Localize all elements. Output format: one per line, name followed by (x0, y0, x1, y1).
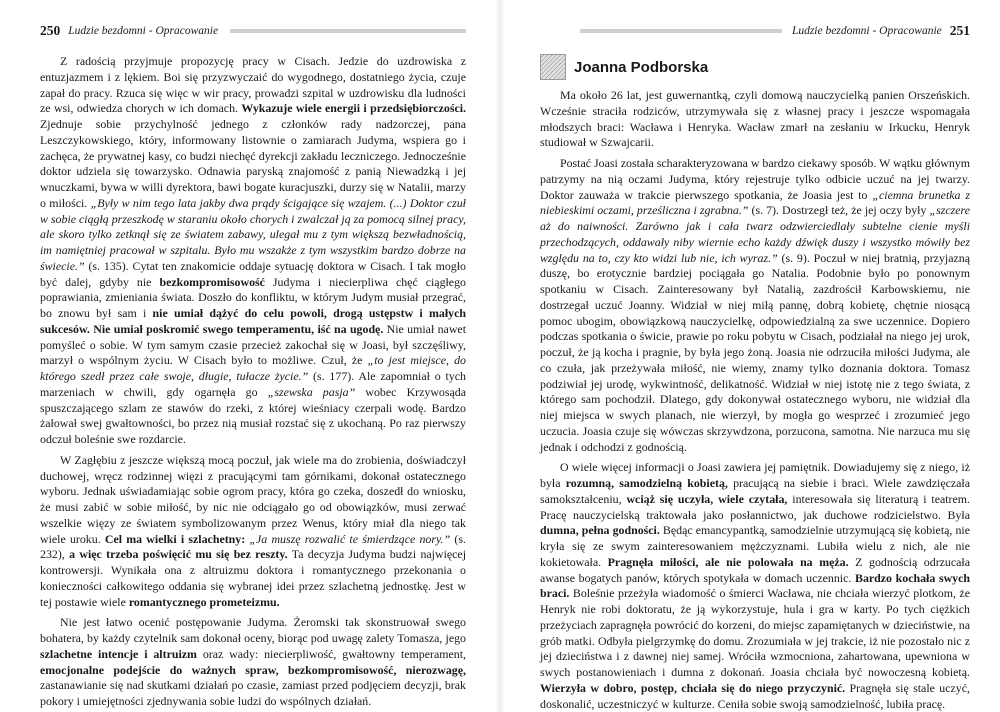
text-run: W Zagłębiu z jeszcze większą mocą poczuł, jak wiele ma do zrobienia, doświadczył duchowej, wręcz rodzinnej więzi z pracującymi tam górnikami, dokonał ostatecznego wyboru. Jednak uświadamiając sobie ogrom pracy, która go czeka, doszedł do wniosku, że musi zabić w sobie miłość, by nic nie odciągało go od obowiązków, musi zerwać wszelkie więzy ze światem symbolizowanym przez Wenus, który miał dla niego tak wiele uroku. (40, 452, 466, 546)
left-page-body (40, 54, 466, 710)
section-title: Joanna Podborska (574, 58, 709, 76)
bold-text: Wierzyła w dobro, postęp, chciała się do niego przyczynić. (540, 680, 846, 695)
right-page (500, 0, 1000, 712)
bold-text: rozumną, samodzielną kobietą, (565, 476, 728, 490)
text-run: pracującą na siebie i braci. Wiele zawdzięczała samokształceniu, (540, 476, 971, 506)
paragraph (540, 156, 970, 455)
text-run: Nie umiał nawet pomyśleć o sobie. W tym samym czasie przecież zakochał się w Joasi, był szczęśliwy, marzył o wspólnym życiu. W Cisach było to możliwe. Czuł, że (40, 321, 466, 368)
paragraph (40, 54, 466, 448)
bold-text: Cel ma wielki i szlachetny: (104, 531, 246, 546)
text-run: Będąc emancypantką, samodzielnie utrzymującą się kobietą, nie kryła się ze swym zainteresowaniem mężczyznami. Lubiła wielu z nich, ale nie kokietowała. (540, 523, 970, 569)
text-run: (s. 232), (40, 531, 466, 562)
paragraph (540, 88, 970, 151)
text-run: interesowała się literaturą i teatrem. Pracę nauczycielską traktowała jako posłannictwo, jak duchowe rodzicielstwo. Była (540, 491, 971, 522)
bold-text: Bardzo kochała swych braci. (540, 570, 970, 601)
text-run: O wiele więcej informacji o Joasi zawiera jej pamiętnik. Dowiadujemy się z niego, iż była (540, 460, 970, 490)
text-run: Ta decyzja Judyma budzi najwięcej kontrowersji. Wynikała ona z altruizmu doktora i romantycznego przekonania o konieczności całkowitego oddania się wybranej idei przez szlachetną jednostkę. Jest w tej postawie wiele (40, 547, 467, 609)
bold-text: nie umiał dążyć do celu powoli, drogą ustępstw i małych sukcesów. Nie umiał poskromić swego temperamentu, iść na ugodę. (40, 306, 466, 336)
italic-quote: „szczere aż do naiwności. Zarówno jak i cała twarz odzwierciedlały subtelne cienie myśli przechodzących, oddawały niby wiernie echo każdy dźwięk duszy i wszystko mówiły bez względu na to, czy kto widzi lub nie, ich wyraz.” (540, 203, 970, 265)
italic-quote: „Były w nim tego lata jakby dwa prądy ścigające się wzajem. (...) Doktor czuł w sobie ciągłą przeszkodę w staraniu około chorych i zwalczał ją za pomocą silnej pracy, ale skoro tylko zetknął się ze światem zabawy, ulegał mu z tym większą bezwładnością, im namiętniej pracował w szpitalu. Było mu wszakże z tym wszystkim bardzo dobrze na świecie.” (40, 195, 466, 273)
italic-quote: „szewska pasja” (267, 384, 356, 399)
text-run: Ma około 26 lat, jest guwernantką, czyli domową nauczycielką panien Orszeńskich. Wcześnie straciła rodziców, utrzymywała się z własnej pracy i jeszcze wspomagała młodszych braci: Wacława i Henryka. Wacław zmarł na zesłaniu w Irkucku, Henryk studiował w Szwajcarii. (540, 88, 970, 150)
hatched-square-icon (540, 54, 566, 80)
right-page-body (540, 88, 970, 712)
bold-text: wciąż się uczyła, wiele czytała, (626, 491, 788, 506)
page-number: 251 (949, 23, 970, 38)
bold-text: Wykazuje wiele energii i przedsiębiorczości. (241, 101, 466, 116)
bold-text: dumna, pełna godności. (540, 523, 660, 538)
text-run: zastanawianie się nad skutkami działań po czasie, zamiast przed podjęciem decyzji, brak pokory i umiejętności zjednywania sobie ludzi do wspólnych działań. (40, 678, 466, 708)
text-run: Boleśnie przeżyła wiadomość o śmierci Wacława, nie chciała wierzyć plotkom, że Henryk nie robi doktoratu, że ją wykorzystuje, hula i gra w karty. Po tych ciężkich przeżyciach zapragnęła powrócić do korzeni, do miejsc zapamiętanych w dzieciństwie, na grób matki. Odbyła pielgrzymkę do domu. Zrozumiała w jej trakcie, iż nie pozostało nic z jej dzieciństwa i z dawnej niej samej. Wróciła wzmocniona, zahartowana, upewniona w swych postanowieniach i dumna z dokonań. Joasia chciała być nowoczesną kobietą. (540, 586, 970, 679)
left-page-header (40, 22, 466, 40)
text-run: oraz wady: niecierpliwość, gwałtowny temperament, (196, 646, 466, 661)
text-run: Judyma i niecierpliwa chęć ciągłego poprawiania, zmieniania świata. Doszło do konfliktu, w którym Judym musiał przegrać, bo znowu był sam i (40, 274, 466, 320)
paragraph (40, 615, 466, 710)
italic-quote: „Ja muszę rozwalić te śmierdzące nory.” (249, 531, 451, 546)
text-run: (s. 7). Dostrzegł też, że jej oczy były (748, 203, 930, 218)
bold-text: szlachetne intencje i altruizm (40, 646, 197, 661)
text-run: wobec Krzywosąda spuszczającego szlam ze stawów do rzeki, z której wieśniacy czerpali wodę. Bardzo żałował swej gwałtowności, bo przez nią musiał rozstać się z ukochaną. Po raz pierwszy odczuł boleśnie swe rozdarcie. (40, 384, 466, 446)
text-run: Pragnęła się stale uczyć, doskonalić, uczestniczyć w kulturze. Ceniła sobie swoją samodzielność, lubiła pracę. (540, 680, 970, 711)
text-run: Postać Joasi została scharakteryzowana w bardzo ciekawy sposób. W wątku głównym patrzymy na nią oczami Judyma, który rejestruje tylko odbicie uczuć na jej twarzy. Doktor zauważa w trakcie pierwszego spotkania, że Joasia jest to (540, 156, 971, 202)
text-run: (s. 135). Cytat ten znakomicie oddaje sytuację doktora w Cisach. I tak mogło być dalej, gdyby nie (40, 258, 466, 289)
text-run: Nie jest łatwo ocenić postępowanie Judyma. Żeromski tak skonstruował swego bohatera, by każdy czytelnik sam dokonał oceny, biorąc pod uwagę zalety Tomasza, jego (40, 615, 466, 645)
bold-text: emocjonalne podejście do ważnych spraw, bezkompromisowość, nierozwagę, (40, 662, 466, 677)
header-rule (580, 29, 782, 33)
bold-text: bezkompromisowość (159, 274, 265, 289)
italic-quote: „ciemna brunetka z niebieskimi oczami, prześliczna i zgrabna.” (540, 187, 970, 218)
section-heading (540, 54, 970, 80)
right-page-header (540, 22, 970, 40)
bold-text: Pragnęła miłości, ale nie polowała na męża. (607, 554, 849, 569)
text-run: Z godnością odrzucała awanse bogatych panów, których spotykała w domach uczennic. (540, 554, 971, 585)
paragraph (40, 453, 466, 611)
bold-text: a więc trzeba poświęcić mu się bez reszty. (69, 547, 288, 562)
bold-text: romantycznego prometeizmu. (128, 594, 280, 609)
text-run: (s. 9). Poczuł w niej bratnią, przyjazną duszę, bo erotycznie bardziej pociągała go Natalia. Podobnie było po ponownym spotkaniu w Cisach. Zainteresowany był Natalią, zazdrościł Karbowskiemu, nie dostrzegał uczuć Joanny. Widział w niej miłą pannę, dobrą kobietę, chętnie niosącą pomoc ubogim, obowiązkową nauczycielkę, odpowiedzialną za swe uczennice. Dopiero podczas spotkania o świcie, prawie po roku pobytu w Cisach, podziałał na niego jej urok, poczuł, że ją kocha i pragnie, by była jego żoną. Joasia nie odrzuciła miłości Judyma, ale co czuła, jak przeżywała miłość, nie wiemy, znamy tylko doznania doktora. Tomasz podziwiał jej urodę, wykwintność, delikatność. Widział w niej istotę nie z tego świata, z którego sam pochodził. Dlatego, gdy dokonywał ostatecznego wyboru, nie widział dla niej miejsca w swych planach, nie wierzył, by mogła go wesprzeć i zrozumieć jego uczucia. Joasia czuje się wówczas skrzywdzona, porzucona, samotna. Nie narzuca mu się jednak i odchodzi z godnością. (540, 250, 970, 454)
text-run: Z radością przyjmuje propozycję pracy w Cisach. Jedzie do uzdrowiska z entuzjazmem i z lękiem. Boi się przyzwyczaić do wygodnego, dostatniego życia, czuje zapał do pracy. Rzuca się więc w wir pracy, prowadzi szpital w uzdrowisku dla ludności ze wsi, odwiedza chorych w ich domach. (40, 54, 466, 116)
page-number: 250 (40, 23, 61, 38)
italic-quote: „to jest miejsce, do którego szedł przez całe swoje, długie, tułacze życie.” (40, 353, 467, 383)
text-run: (s. 177). Ale zapomniał o tych marzeniach w chwili, gdy ogarnęła go (40, 369, 466, 399)
running-header-title: Ludzie bezdomni - Opracowanie (68, 25, 219, 37)
paragraph (540, 460, 970, 712)
running-header-title: Ludzie bezdomni - Opracowanie (791, 25, 942, 37)
text-run: Zjednuje sobie przychylność jednego z członków rady nadzorczej, pana Leszczykowskiego, który, informowany listownie o zamiarach Judyma, wspiera go i zachęca, że prywatnej kasy, co budzi niechęć dyrekcji zakładu leczniczego. Jednocześnie doktor udziela się towarzysko. Odnawia paryską znajomość z panią Niewadzką i jej wnuczkami, bywa w willi dyrektora, bawi bogate kuracjuszki, durzy się w Natalii, marzy o miłości. (40, 117, 466, 210)
header-rule (230, 29, 466, 33)
